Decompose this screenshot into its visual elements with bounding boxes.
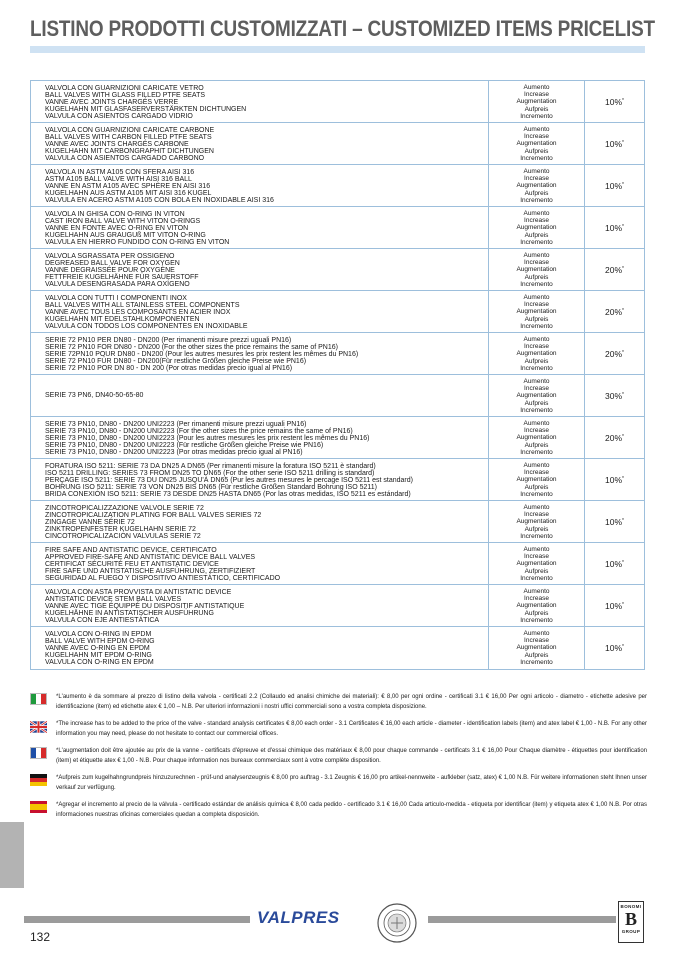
uk-flag-icon	[30, 720, 47, 732]
row-description	[31, 81, 489, 122]
description-line: ZINKTROPENFESTER KUGELHAHN SERIE 72	[45, 526, 196, 533]
action-label: Increase	[524, 175, 549, 183]
description-line: ASTM A105 BALL VALVE WITH AISI 316 BALL	[45, 176, 192, 183]
description-line: SERIE 72PN10 POUR DN80 - DN200 (Pour les autres mesures les prix restent les mêmes du PN16)	[45, 351, 359, 358]
action-label: Aumento	[523, 462, 550, 469]
action-label: Augmentation	[516, 560, 557, 568]
action-label: Incremento	[520, 490, 553, 498]
description-line: ZINGAGE VANNE SÉRIE 72	[45, 519, 135, 526]
row-description	[31, 543, 489, 584]
description-line: FIRE SAFE AND ANTISTATIC DEVICE, CERTIFICATO	[45, 547, 217, 554]
germany-flag-icon	[30, 774, 47, 786]
description-line: KUGELHAHN AUS ASTM A105 MIT AISI 316 KUGEL	[45, 190, 212, 197]
group-letter: B	[624, 909, 637, 929]
row-action-labels	[489, 459, 585, 500]
description-line: FETTFREIE KUGELHÄHNE FÜR SAUERSTOFF	[45, 274, 199, 281]
description-line: SERIE 72 PN10 PER DN80 - DN200 (Per rimanenti misure prezzi uguali PN16)	[45, 337, 292, 344]
action-label: Aumento	[523, 378, 550, 385]
footnote-marker: *	[622, 97, 624, 104]
note-item	[30, 800, 647, 820]
action-label: Aufpreis	[524, 567, 549, 575]
footer-divider-right	[428, 916, 616, 923]
action-label: Aumento	[523, 588, 550, 595]
description-line: SERIE 72 PN10 FOR DN80 - DN200 (For the other sizes the price remains the same of PN16)	[45, 344, 338, 351]
note-text: *L'aumento è da sommare al prezzo di listino della valvola - certificati 2.2 (Collaudo ed analisi chimiche dei materiali): € 8,00 per ogni ordine - certificati 3.1 € 16,00 Per ogni articolo - diametro - etichette adesive per identificazione (item) ed etichette atex € 1,00 – N.B. Per ulteriori informazioni i nostri uffici commerciali sono a vostra completa disposizione.	[56, 694, 647, 710]
description-line: FIRE SAFE UND ANTISTATISCHE AUSFÜHRUNG, ZERTIFIZIERT	[45, 568, 256, 575]
footnote-marker: *	[622, 223, 624, 230]
table-row	[31, 123, 644, 165]
row-action-labels	[489, 417, 585, 458]
action-label: Aumento	[523, 420, 550, 427]
description-line: VANNE AVEC TOUS LES COMPOSANTS EN ACIER INOX	[45, 309, 231, 316]
action-label: Augmentation	[516, 308, 557, 316]
action-label: Incremento	[520, 448, 553, 456]
action-label: Increase	[524, 595, 549, 603]
description-line: FORATURA ISO 5211: SERIE 73 DA DN25 A DN65 (Per rimanenti misure la foratura ISO 5211 è standard)	[45, 463, 376, 470]
row-action-labels	[489, 501, 585, 542]
action-label: Incremento	[520, 406, 553, 414]
description-line: CAST IRON BALL VALVE WITH VITON O-RINGS	[45, 218, 201, 225]
row-description	[31, 291, 489, 332]
note-text: *Aufpreis zum kugelhahngrundpreis hinzuzurechnen - prüf-und analysenzeugnis € 8,00 pro auftrag - 3.1 Zeugnis € 16,00 pro artikel-nennweite - aufkleber (satz, atex) € 1,00 N.B. Für weitere informationen steht Ihnen unser verkauf zur verfügung.	[56, 775, 647, 791]
valpres-logo: VALPRES	[257, 908, 340, 927]
description-line: KUGELHAHN MIT EDELSTAHLKOMPONENTEN	[45, 316, 200, 323]
action-label: Augmentation	[516, 350, 557, 358]
footer-divider-left	[24, 916, 250, 923]
row-percentage	[585, 291, 644, 332]
row-action-labels	[489, 123, 585, 164]
action-label: Increase	[524, 427, 549, 435]
action-label: Aumento	[523, 630, 550, 637]
percentage-value: 10%	[605, 96, 623, 107]
table-row	[31, 291, 644, 333]
action-label: Aumento	[523, 504, 550, 511]
action-label: Aufpreis	[524, 231, 549, 239]
description-line: KUGELHAHN MIT CARBONGRAPHIT DICHTUNGEN	[45, 148, 214, 155]
action-label: Augmentation	[516, 182, 557, 190]
action-label: Increase	[524, 133, 549, 141]
spain-flag-icon	[30, 801, 47, 813]
percentage-value: 10%	[605, 600, 623, 611]
footnote-marker: *	[622, 139, 624, 146]
row-percentage	[585, 417, 644, 458]
note-item	[30, 692, 647, 712]
row-percentage	[585, 543, 644, 584]
group-top-text: BONOMI	[620, 904, 642, 909]
row-description	[31, 501, 489, 542]
action-label: Incremento	[520, 574, 553, 582]
action-label: Increase	[524, 553, 549, 561]
action-label: Incremento	[520, 196, 553, 204]
note-text: *L'augmentation doit être ajoutée au prix de la vanne - certificats d'épreuve et d'essai chimique des matériaux € 8,00 pour chaque commande - certificats 3.1 € 16,00 Pour Chaque diamètre - étiquettes pour identification (item) et étiquette atex € 1,00 - N.B. Pour chaque information nos bureaux commerciaux sont à votre complète disposition.	[56, 748, 647, 764]
row-percentage	[585, 249, 644, 290]
action-label: Aumento	[523, 546, 550, 553]
description-line: VANNE EN FONTE AVEC O-RING EN VITON	[45, 225, 189, 232]
action-label: Incremento	[520, 154, 553, 162]
row-percentage	[585, 123, 644, 164]
table-row	[31, 81, 644, 123]
percentage-value: 30%	[605, 390, 623, 401]
description-line: APPROVED FIRE-SAFE AND ANTISTATIC DEVICE BALL VALVES	[45, 554, 256, 561]
footnote-marker: *	[622, 181, 624, 188]
table-row	[31, 459, 644, 501]
action-label: Increase	[524, 259, 549, 267]
action-label: Aufpreis	[524, 483, 549, 491]
description-line: SEGURIDAD AL FUEGO Y DISPOSITIVO ANTIESTÁTICO, CERTIFICADO	[45, 575, 281, 582]
row-action-labels	[489, 81, 585, 122]
description-line: BALL VALVE WITH EPDM O-RING	[45, 638, 155, 645]
action-label: Incremento	[520, 280, 553, 288]
table-row	[31, 375, 644, 417]
row-description	[31, 207, 489, 248]
row-description	[31, 585, 489, 626]
row-description	[31, 459, 489, 500]
description-line: VALVULA CON ASIENTOS CARGADO VIDRIO	[45, 113, 193, 120]
description-line: DEGREASED BALL VALVE FOR OXYGEN	[45, 260, 180, 267]
description-line: KUGELHÄHNE IN ANTISTATISCHER AUSFÜHRUNG	[45, 610, 214, 617]
percentage-value: 20%	[605, 306, 623, 317]
row-action-labels	[489, 165, 585, 206]
description-line: SERIE 73 PN10, DN80 - DN200 UNI2223 (For the other sizes the price remains the same of PN16)	[45, 428, 353, 435]
action-label: Aufpreis	[524, 357, 549, 365]
action-label: Aufpreis	[524, 651, 549, 659]
action-label: Augmentation	[516, 392, 557, 400]
action-label: Aufpreis	[524, 525, 549, 533]
action-label: Increase	[524, 217, 549, 225]
description-line: VALVOLA CON O-RING IN EPDM	[45, 631, 152, 638]
action-label: Increase	[524, 511, 549, 519]
row-description	[31, 375, 489, 416]
action-label: Augmentation	[516, 476, 557, 484]
percentage-value: 10%	[605, 138, 623, 149]
percentage-value: 10%	[605, 516, 623, 527]
footnote-marker: *	[622, 601, 624, 608]
description-line: VALVULA CON TODOS LOS COMPONENTES EN INOXIDABLE	[45, 323, 248, 330]
action-label: Aumento	[523, 252, 550, 259]
action-label: Aumento	[523, 84, 550, 91]
action-label: Aufpreis	[524, 189, 549, 197]
table-row	[31, 417, 644, 459]
description-line: VALVULA CON ASIENTOS CARGADO CARBONO	[45, 155, 205, 162]
row-description	[31, 249, 489, 290]
percentage-value: 20%	[605, 348, 623, 359]
action-label: Aufpreis	[524, 315, 549, 323]
row-action-labels	[489, 543, 585, 584]
action-label: Incremento	[520, 364, 553, 372]
certification-seal-icon	[371, 901, 423, 945]
action-label: Aufpreis	[524, 147, 549, 155]
action-label: Aufpreis	[524, 399, 549, 407]
row-action-labels	[489, 333, 585, 374]
action-label: Aumento	[523, 210, 550, 217]
row-percentage	[585, 165, 644, 206]
action-label: Aufpreis	[524, 441, 549, 449]
action-label: Incremento	[520, 532, 553, 540]
note-item	[30, 773, 647, 793]
description-line: BOHRUNG ISO 5211: SERIE 73 VON DN25 BIS DN65 (Für restliche Größen Standard Bohrung ISO 5211)	[45, 484, 377, 491]
row-percentage	[585, 207, 644, 248]
description-line: VANNE AVEC O-RING EN EPDM	[45, 645, 150, 652]
table-row	[31, 585, 644, 627]
description-line: VALVULA CON O-RING EN EPDM	[45, 659, 154, 666]
row-action-labels	[489, 207, 585, 248]
description-line: VALVULA EN HIERRO FUNDIDO CON O-RING EN VITON	[45, 239, 230, 246]
action-label: Augmentation	[516, 266, 557, 274]
footnote-marker: *	[622, 475, 624, 482]
description-line: BALL VALVES WITH ALL STAINLESS STEEL COMPONENTS	[45, 302, 240, 309]
footnote-marker: *	[622, 517, 624, 524]
percentage-value: 10%	[605, 643, 623, 653]
action-label: Aumento	[523, 126, 550, 133]
action-label: Augmentation	[516, 224, 557, 232]
action-label: Increase	[524, 385, 549, 393]
percentage-value: 10%	[605, 474, 623, 485]
action-label: Increase	[524, 469, 549, 477]
action-label: Aumento	[523, 294, 550, 301]
note-item	[30, 719, 647, 739]
row-percentage	[585, 459, 644, 500]
row-percentage	[585, 627, 644, 669]
description-line: SERIE 73 PN10, DN80 - DN200 UNI2223 (Por otras medidas precio igual al PN16)	[45, 449, 303, 456]
note-text: *The increase has to be added to the price of the valve - standard analysis certificates € 8,00 each order - 3.1 Certificates € 16,00 each article - diameter - identification labels (item) and atex label € 1,00 - N.B. For any other information you may need, please do not hesitate to contact our commercial offices.	[56, 721, 647, 737]
description-line: VANNE EN ASTM A105 AVEC SPHÈRE EN AISI 316	[45, 183, 211, 190]
action-label: Increase	[524, 301, 549, 309]
notes-section	[30, 692, 647, 827]
footnote-marker: *	[622, 265, 624, 272]
row-action-labels	[489, 375, 585, 416]
row-percentage	[585, 333, 644, 374]
action-label: Increase	[524, 637, 549, 645]
footnote-marker: *	[622, 559, 624, 566]
footnote-marker: *	[622, 349, 624, 356]
description-line: VANNE AVEC JOINTS CHARGÉS CARBONE	[45, 141, 189, 148]
table-row	[31, 543, 644, 585]
row-description	[31, 333, 489, 374]
description-line: VALVOLA IN ASTM A105 CON SFERA AISI 316	[45, 169, 195, 176]
action-label: Aufpreis	[524, 105, 549, 113]
description-line: VALVOLA CON GUARNIZIONI CARICATE VETRO	[45, 85, 204, 92]
action-label: Augmentation	[516, 602, 557, 610]
description-line: BALL VALVES WITH GLASS FILLED PTFE SEATS	[45, 92, 206, 99]
action-label: Incremento	[520, 322, 553, 330]
row-action-labels	[489, 249, 585, 290]
description-line: ISO 5211 DRILLING: SERIES 73 FROM DN25 TO DN65 (For the other serie ISO 5211 drilling is standard)	[45, 470, 375, 477]
percentage-value: 10%	[605, 222, 623, 233]
percentage-value: 20%	[605, 264, 623, 275]
action-label: Augmentation	[516, 518, 557, 526]
description-line: SERIE 73 PN10, DN80 - DN200 UNI2223 (Pour les autres mesures les prix restent les mêmes du PN16)	[45, 435, 370, 442]
description-line: CERTIFICAT SÉCURITÉ FEU ET ANTISTATIC DEVICE	[45, 561, 219, 568]
table-row	[31, 333, 644, 375]
description-line: KUGELHAHN AUS GRAUGUß MIT VITON O-RING	[45, 232, 206, 239]
description-line: VALVOLA CON TUTTI I COMPONENTI INOX	[45, 295, 187, 302]
table-row	[31, 165, 644, 207]
description-line: ZINCOTROPICALIZATION PLATING FOR BALL VALVES SERIES 72	[45, 512, 262, 519]
side-tab	[0, 822, 24, 888]
description-line: VALVULA EN ACERO ASTM A105 CON BOLA EN INOXIDABLE AISI 316	[45, 197, 274, 204]
table-row	[31, 207, 644, 249]
percentage-value: 10%	[605, 558, 623, 569]
description-line: SERIE 72 PN10 FÜR DN80 - DN200(Für restliche Größen gleiche Preise wie PN16)	[45, 358, 307, 365]
action-label: Incremento	[520, 238, 553, 246]
action-label: Augmentation	[516, 644, 557, 652]
action-label: Incremento	[520, 658, 553, 666]
description-line: SERIE 73 PN6, DN40-50-65-80	[45, 392, 144, 399]
bonomi-group-logo	[618, 901, 644, 943]
row-percentage	[585, 375, 644, 416]
row-percentage	[585, 585, 644, 626]
description-line: VALVULA DESENGRASADA PARA OXÍGENO	[45, 281, 190, 288]
action-label: Increase	[524, 343, 549, 351]
action-label: Augmentation	[516, 140, 557, 148]
row-action-labels	[489, 585, 585, 626]
action-label: Incremento	[520, 112, 553, 120]
description-line: VANNE AVEC JOINTS CHARGÉS VERRE	[45, 99, 179, 106]
description-line: VALVULA CON EJE ANTIESTÁTICA	[45, 617, 160, 624]
row-action-labels	[489, 627, 585, 669]
description-line: SERIE 73 PN10, DN80 - DN200 UNI2223 (Für restliche Größen gleiche Preise wie PN16)	[45, 442, 324, 449]
note-text: *Agregar el incremento al precio de la válvula - certificado estándar de análisis química € 8,00 cada pedido - certificado 3.1 € 16,00 Cada articulo-medida - etiqueta por identificar (item) y etiqueta atex € 1,00 N.B. Por otras informaciones nuestras oficinas comerciales quedan a completa disposición.	[56, 802, 647, 818]
description-line: BALL VALVES WITH CARBON FILLED PTFE SEATS	[45, 134, 212, 141]
table-row	[31, 627, 644, 669]
pricelist-table	[30, 80, 645, 670]
row-percentage	[585, 501, 644, 542]
percentage-value: 20%	[605, 432, 623, 443]
action-label: Aufpreis	[524, 273, 549, 281]
table-row	[31, 501, 644, 543]
description-line: SERIE 72 PN10 POR DN 80 - DN 200 (Por otras medidas precio igual al PN16)	[45, 365, 293, 372]
action-label: Aumento	[523, 336, 550, 343]
footnote-marker: *	[622, 644, 624, 650]
row-action-labels	[489, 291, 585, 332]
description-line: VALVOLA SGRASSATA PER OSSIGENO	[45, 253, 175, 260]
description-line: VANNE AVEC TIGE ÉQUIPPÉ DU DISPOSITIF ANTISTATIQUE	[45, 603, 245, 610]
italy-flag-icon	[30, 693, 47, 705]
row-description	[31, 165, 489, 206]
action-label: Aumento	[523, 168, 550, 175]
description-line: CINCOTROPICALIZACIÓN VALVULAS SERIE 72	[45, 533, 201, 540]
description-line: KUGELHAHN MIT GLASFASERVERSTÄRKTEN DICHTUNGEN	[45, 106, 247, 113]
description-line: BRIDA CONEXIÓN ISO 5211: SERIE 73 DESDE DN25 HASTA DN65 (Por las otras medidas, ISO 5211 es estándard)	[45, 491, 411, 498]
footnote-marker: *	[622, 307, 624, 314]
action-label: Incremento	[520, 616, 553, 624]
description-line: VALVOLA CON ASTA PROVVISTA DI ANTISTATIC DEVICE	[45, 589, 232, 596]
description-line: SERIE 73 PN10, DN80 - DN200 UNI2223 (Per rimanenti misure prezzi uguali PN16)	[45, 421, 307, 428]
description-line: ANTISTATIC DEVICE STEM BALL VALVES	[45, 596, 182, 603]
description-line: PERÇAGE ISO 5211: SERIE 73 DU DN25 JUSQU'À DN65 (Pur les autres mesures le percage ISO 5211 est standard)	[45, 477, 413, 484]
description-line: VALVOLA IN GHISA CON O-RING IN VITON	[45, 211, 185, 218]
note-item	[30, 746, 647, 766]
description-line: VANNE DEGRAISSÉE POUR OXYGÈNE	[45, 267, 175, 274]
footnote-marker: *	[622, 433, 624, 440]
page-number: 132	[30, 930, 51, 944]
table-row	[31, 249, 644, 291]
title-underline	[30, 46, 645, 53]
france-flag-icon	[30, 747, 47, 759]
footnote-marker: *	[622, 391, 624, 398]
row-description	[31, 417, 489, 458]
page-title: LISTINO PRODOTTI CUSTOMIZZATI – CUSTOMIZED ITEMS PRICELIST	[30, 16, 655, 41]
description-line: VALVOLA CON GUARNIZIONI CARICATE CARBONE	[45, 127, 215, 134]
description-line: ZINCOTROPICALIZZAZIONE VALVOLE SERIE 72	[45, 505, 204, 512]
action-label: Aufpreis	[524, 609, 549, 617]
group-bottom-text: GROUP	[621, 929, 641, 934]
description-line: KUGELHAHN MIT EPDM O-RING	[45, 652, 152, 659]
percentage-value: 10%	[605, 180, 623, 191]
row-description	[31, 627, 489, 669]
row-percentage	[585, 81, 644, 122]
row-description	[31, 123, 489, 164]
action-label: Increase	[524, 91, 549, 99]
action-label: Augmentation	[516, 98, 557, 106]
action-label: Augmentation	[516, 434, 557, 442]
